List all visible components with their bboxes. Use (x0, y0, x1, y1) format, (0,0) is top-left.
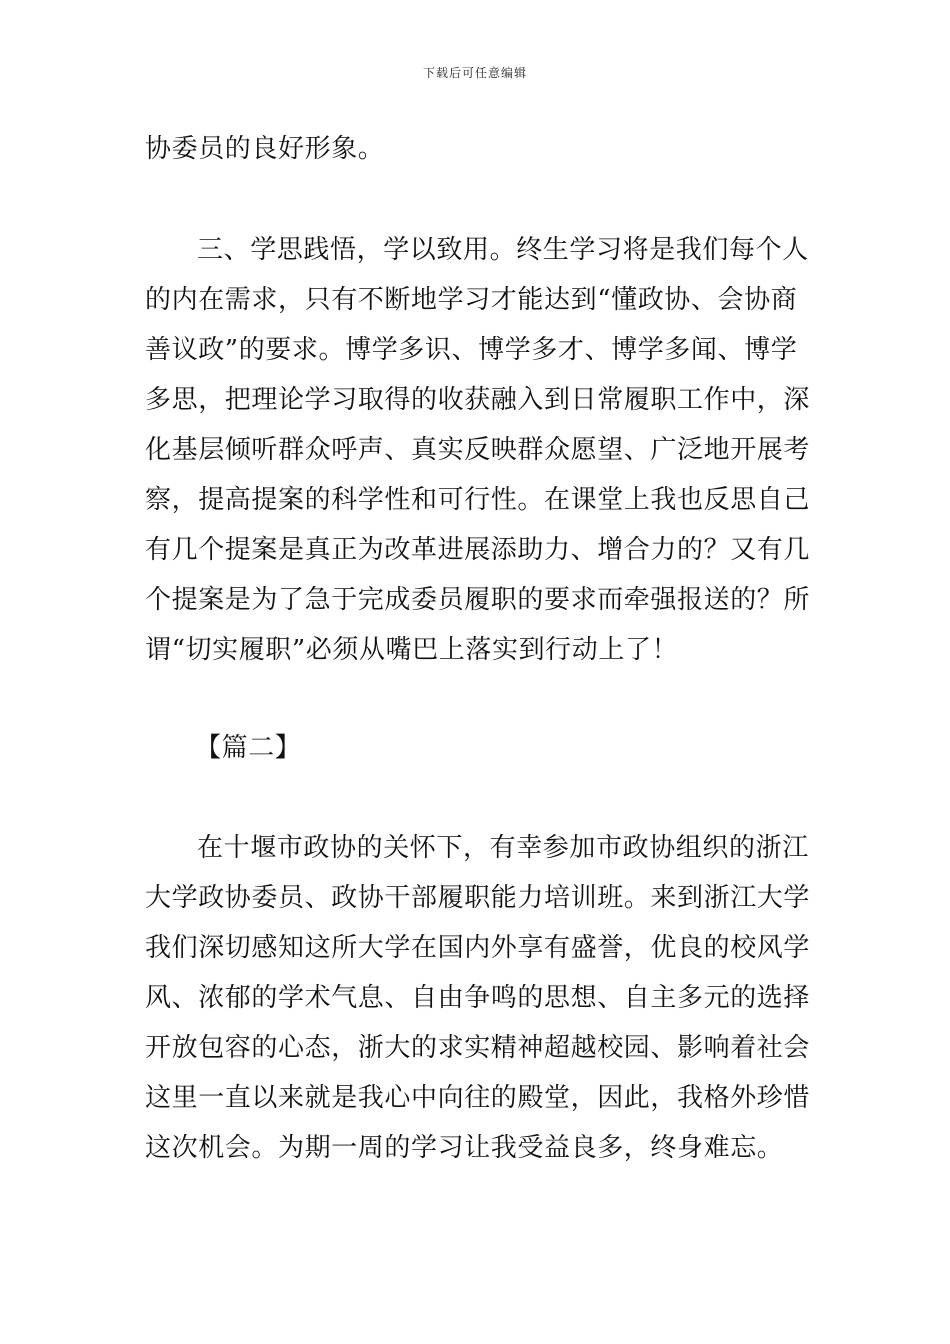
paragraph-line: 开放包容的心态，浙大的求实精神超越校园、影响着社会 (145, 1033, 811, 1063)
paragraph-line: 个提案是为了急于完成委员履职的要求而牵强报送的？所 (145, 585, 811, 615)
paragraph-line: 善议政”的要求。博学多识、博学多才、博学多闻、博学 (145, 335, 798, 365)
paragraph-line: 我们深切感知这所大学在国内外享有盛誉，优良的校风学 (145, 933, 811, 963)
paragraph-line: 协委员的良好形象。 (145, 134, 385, 164)
paragraph-line: 有几个提案是真正为改革进展添助力、增合力的？又有几 (145, 535, 811, 565)
paragraph-line: 三、学思践悟，学以致用。终生学习将是我们每个人 (197, 235, 809, 265)
paragraph-line: 的内在需求，只有不断地学习才能达到“懂政协、会协商 (145, 285, 798, 315)
paragraph-line: 这次机会。为期一周的学习让我受益良多，终身难忘。 (145, 1133, 784, 1163)
paragraph-line: 这里一直以来就是我心中向往的殿堂，因此，我格外珍惜 (145, 1083, 811, 1113)
paragraph-line: 化基层倾听群众呼声、真实反映群众愿望、广泛地开展考 (145, 435, 811, 465)
paragraph-line: 谓“切实履职”必须从嘴巴上落实到行动上了！ (145, 635, 679, 665)
paragraph-line: 察，提高提案的科学性和可行性。在课堂上我也反思自己 (145, 485, 811, 515)
paragraph-line: 多思，把理论学习取得的收获融入到日常履职工作中，深 (145, 385, 811, 415)
section-heading: 【篇二】 (195, 733, 302, 763)
paragraph-line: 在十堰市政协的关怀下，有幸参加市政协组织的浙江 (197, 833, 809, 863)
paragraph-line: 大学政协委员、政协干部履职能力培训班。来到浙江大学 (145, 883, 811, 913)
page-header-note: 下载后可任意编辑 (422, 66, 527, 80)
paragraph-line: 风、浓郁的学术气息、自由争鸣的思想、自主多元的选择 (145, 983, 811, 1013)
